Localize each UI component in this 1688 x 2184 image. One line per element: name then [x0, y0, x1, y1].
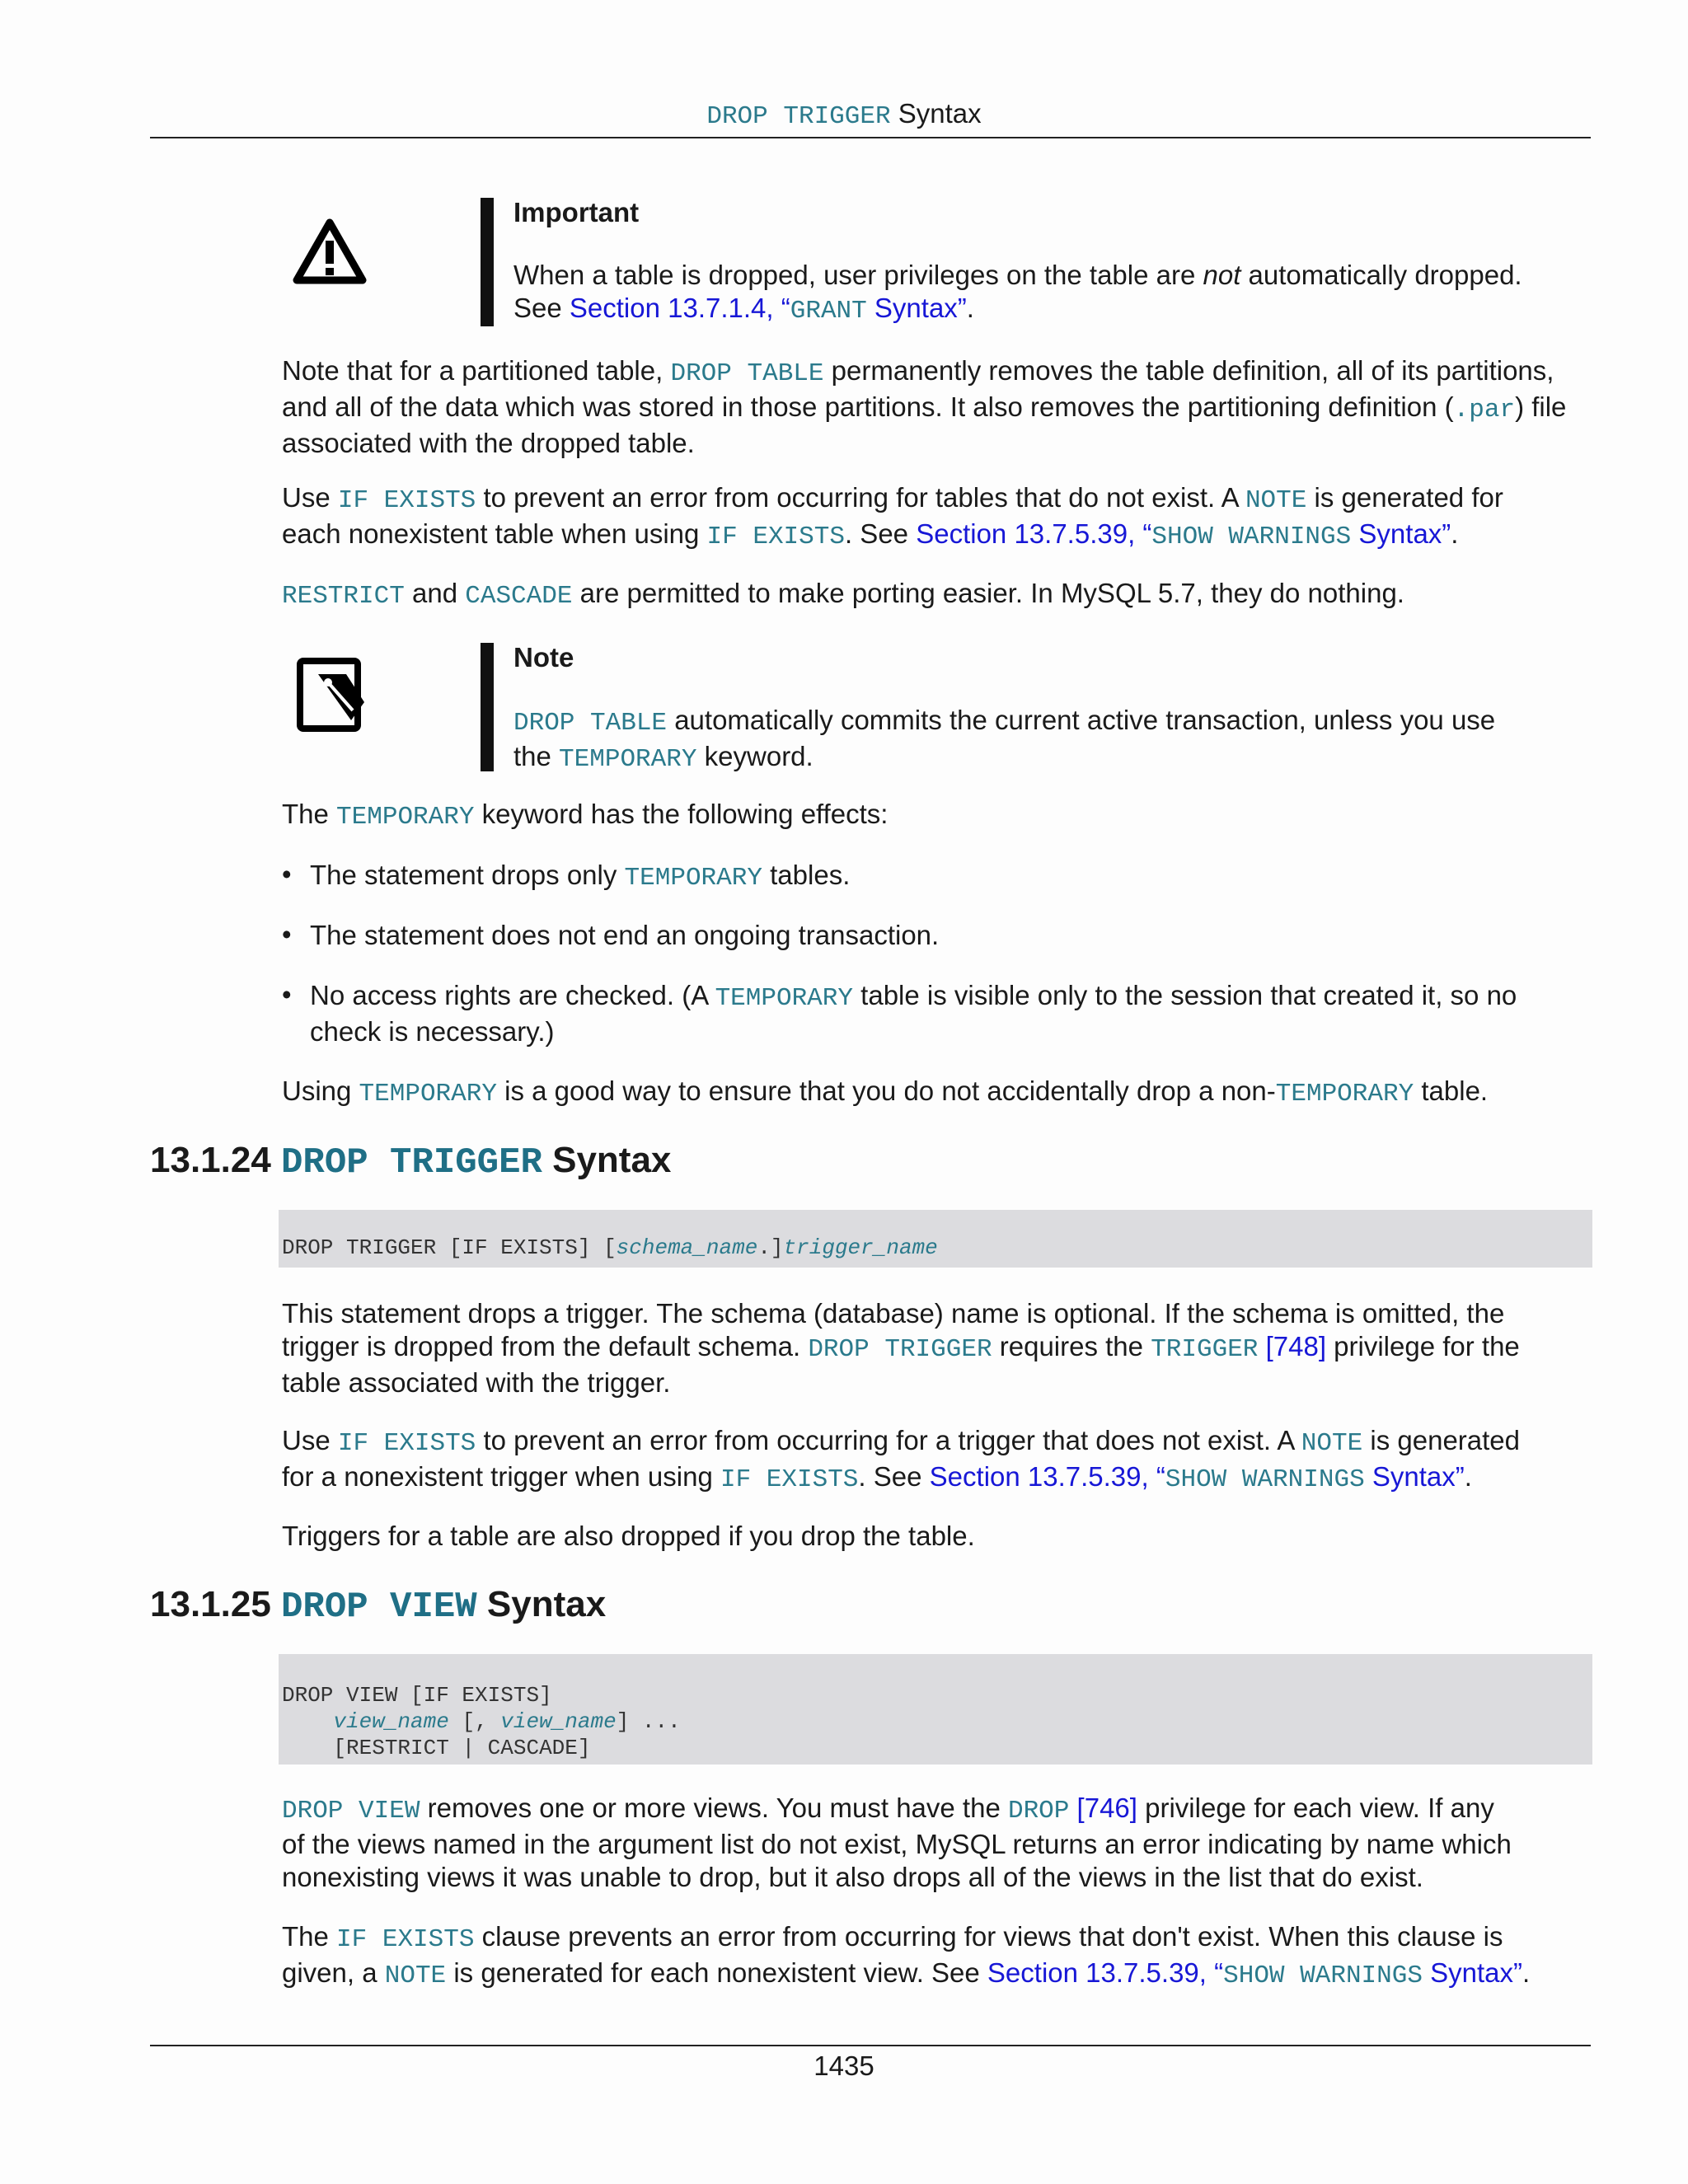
section-heading-drop-trigger: 13.1.24 DROP TRIGGER Syntax	[150, 1140, 672, 1183]
show-warnings-link[interactable]: Section 13.7.5.39, “SHOW WARNINGS Syntax”	[987, 1957, 1523, 1990]
trigger-paragraph-3: Triggers for a table are also dropped if you drop the table.	[282, 1521, 975, 1551]
header-rule	[150, 137, 1591, 138]
note-title: Note	[513, 642, 574, 673]
partition-paragraph: Note that for a partitioned table, DROP TABLE permanently removes the table definition, all of its partitions, and all of the data which was stored in those partitions. It also removes the partitioning definition (.par) file associated with the dropped table.	[282, 355, 1567, 458]
restrict-paragraph: RESTRICT and CASCADE are permitted to make porting easier. In MySQL 5.7, they do nothing.	[282, 578, 1404, 611]
running-header: DROP TRIGGER Syntax	[706, 98, 982, 131]
trigger-privilege-link[interactable]: [748]	[1258, 1331, 1326, 1361]
using-temporary-paragraph: Using TEMPORARY is a good way to ensure that you do not accidentally drop a non-TEMPORARY table.	[282, 1076, 1489, 1108]
show-warnings-link[interactable]: Section 13.7.5.39, “SHOW WARNINGS Syntax”	[929, 1461, 1465, 1494]
code-block-drop-trigger: DROP TRIGGER [IF EXISTS] [schema_name.]trigger_name	[279, 1210, 1592, 1268]
view-paragraph-1: DROP VIEW removes one or more views. You must have the DROP [746] privilege for each view. If any of the views named in the argument list do not exist, MySQL returns an error indicating by name which nonexisting views it was unable to drop, but it also drops all of the views in the list that do exist.	[282, 1793, 1512, 1892]
drop-privilege-link[interactable]: [746]	[1069, 1793, 1137, 1823]
footer-rule	[150, 2045, 1591, 2046]
list-item: The statement drops only TEMPORARY tables.	[310, 860, 851, 893]
note-icon	[295, 656, 369, 735]
view-paragraph-2: The IF EXISTS clause prevents an error from occurring for views that don't exist. When this clause is given, a NOTE is generated for each nonexistent view. See Section 13.7.5.39, “SHOW WARNINGS Syntax”.	[282, 1921, 1531, 1990]
important-bar	[481, 198, 494, 326]
warning-icon	[292, 216, 368, 287]
grant-syntax-link[interactable]: Section 13.7.1.4, “GRANT Syntax”	[569, 293, 967, 326]
bullet-marker: •	[282, 979, 292, 1010]
page-number: 1435	[814, 2050, 874, 2081]
bullet-marker: •	[282, 919, 292, 949]
trigger-paragraph-1: This statement drops a trigger. The schema (database) name is optional. If the schema is omitted, the trigger is dropped from the default schema. DROP TRIGGER requires the TRIGGER [748] privilege for the table associated with the trigger.	[282, 1298, 1520, 1398]
temporary-paragraph: The TEMPORARY keyword has the following effects:	[282, 799, 889, 832]
if-exists-paragraph: Use IF EXISTS to prevent an error from occurring for tables that do not exist. A NOTE is generated for each nonexistent table when using IF EXISTS. See Section 13.7.5.39, “SHOW WARNINGS Syntax”.	[282, 482, 1503, 551]
list-item: The statement does not end an ongoing transaction.	[310, 920, 940, 950]
trigger-paragraph-2: Use IF EXISTS to prevent an error from occurring for a trigger that does not exist. A NOTE is generated for a nonexistent trigger when using IF EXISTS. See Section 13.7.5.39, “SHOW WARNINGS Syntax”.	[282, 1425, 1521, 1494]
important-text: When a table is dropped, user privileges on the table are not automatically dropped. See Section 13.7.1.4, “GRANT Syntax”.	[513, 260, 1522, 326]
important-title: Important	[513, 197, 640, 227]
note-text: DROP TABLE automatically commits the current active transaction, unless you use the TEMPORARY keyword.	[513, 705, 1496, 774]
list-item: No access rights are checked. (A TEMPORARY table is visible only to the session that created it, so no check is necessary.)	[310, 980, 1517, 1047]
code-block-drop-view: DROP VIEW [IF EXISTS] view_name [, view_name] ... [RESTRICT | CASCADE]	[279, 1654, 1592, 1765]
show-warnings-link[interactable]: Section 13.7.5.39, “SHOW WARNINGS Syntax”	[916, 518, 1451, 551]
section-heading-drop-view: 13.1.25 DROP VIEW Syntax	[150, 1584, 607, 1628]
bullet-marker: •	[282, 859, 292, 889]
note-bar	[481, 643, 494, 771]
